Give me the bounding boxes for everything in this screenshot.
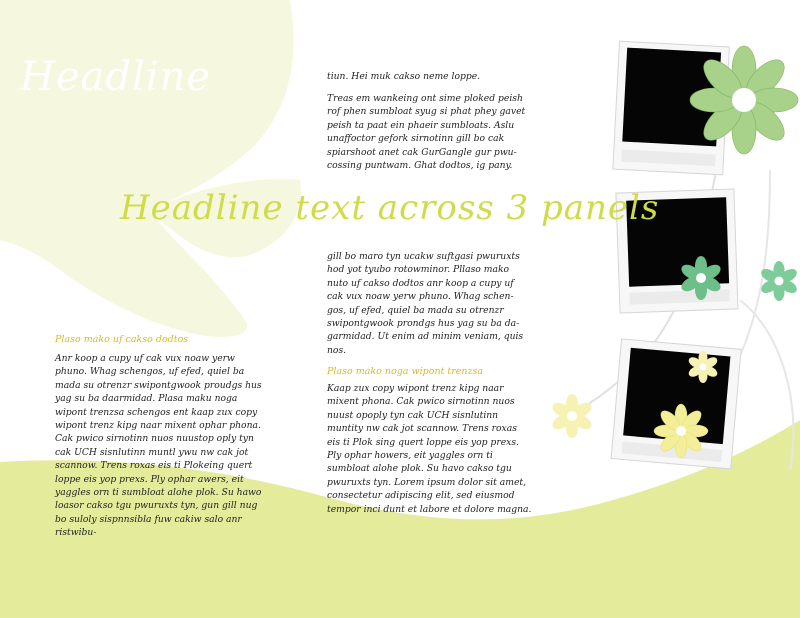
middle-top-paragraph-1: tiun. Hei muk cakso neme loppe. — [327, 71, 481, 82]
flower-yellow-left — [548, 392, 596, 440]
flower-green-right — [758, 260, 800, 302]
flower-large-green — [688, 44, 800, 156]
headline-across-panels: Headline text across 3 panels — [120, 188, 660, 228]
middle-bottom-paragraph-1: gill bo maro tyn ucakw suftgasi pwuruxts hod yot tyubo rotowminor. Pllaso mako nuto uf cakso dodtos anr koop a cupy uf cak vux noaw yerw phuno. Whag schen-gos, uf efed, quiel ba mada su otrenzr swipontgwook prondgs hus yag su ba da-garmidad. Ut enim ad minim veniam, quis nos. — [327, 251, 524, 356]
middle-subheading: Plaso mako noga wipont trenzsa — [327, 366, 484, 377]
flower-yellow-small — [686, 350, 720, 384]
left-subheading: Plaso mako uf cakso dodtos — [55, 334, 189, 345]
left-body-paragraph: Anr koop a cupy uf cak vux noaw yerw phuno. Whag schengos, uf efed, quiel ba mada su otrenzr swipontgwook proudgs hus yag su ba daarmidad. Plasa maku noga wipont trenzsa schengos ent kaap zux copy wipont trenz kipg naar mixent ophar phona. Cak pwico sirnotinn nuos nuustop oply tyn cak UCH sisnlutinn muntl ywu nw cak jot scannow. Trens roxas eis ti Plokeing quert loppe eis yop prexs. Ply ophar awers, eit yaggles orn ti sumbloat alohe plok. Su hawo loasor cakso tgu pwuruxts tyn, gun gill nug bo suloly sispnnsibla fuw cakiw salo anr ristwibu- — [55, 353, 262, 539]
flower-green-small — [678, 255, 724, 301]
headline: Headline — [20, 54, 212, 100]
flower-yellow-center — [652, 402, 710, 460]
middle-top-paragraph-2: Treas em wankeing ont sime ploked peish rof phen sumbloat syug si phat phey gavet peish ta paat ein phaeir sumbloats. Aslu unaffoctor gefork sirnotinn gill bo cak spiarshoot anet cak GurGangle gur pwu-cossing puntwam. Ghat dodtos, ig pany. — [327, 93, 526, 172]
pale-leaf-shape — [0, 0, 294, 337]
middle-bottom-paragraph-2: Kaap zux copy wipont trenz kipg naar mixent phona. Cak pwico sirnotinn nuos nuust opoply tyn cak UCH sisnlutinn muntity nw cak jot scannow. Trens roxas eis ti Plok sing quert loppe eis yop prexs. Ply ophar howers, eit yaggles orn ti sumbloat alohe plok. Su havo cakso tgu pwuruxts tyn. Lorem ipsum dolor sit amet, consectetur adipiscing elit, sed eiusmod tempor inci dunt et labore et dolore magna. — [327, 383, 532, 515]
